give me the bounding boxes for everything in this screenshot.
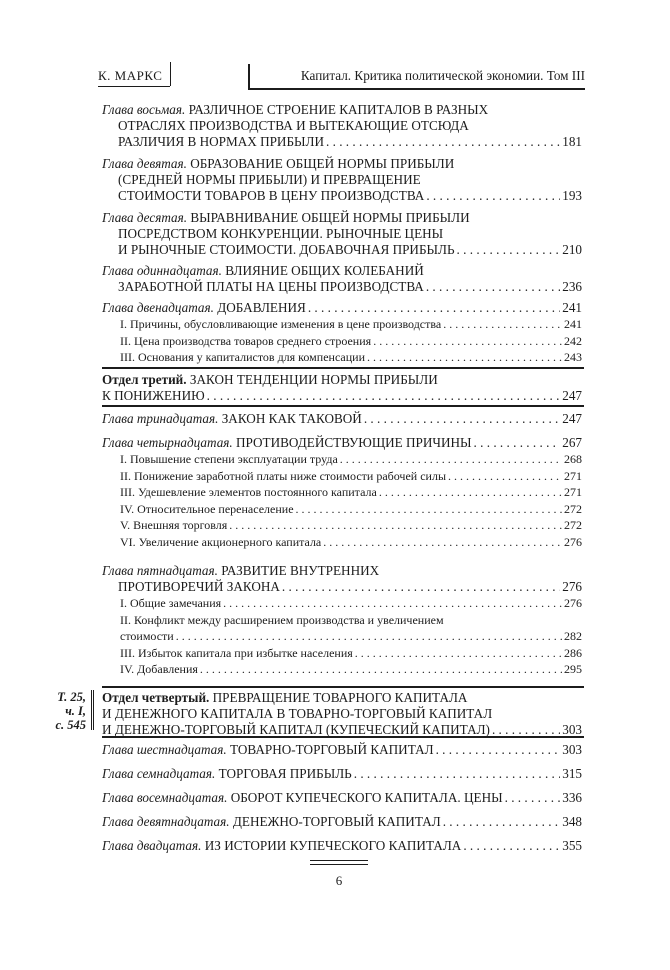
- toc-entry-line: [102, 838, 582, 854]
- margin-bar: [91, 690, 94, 730]
- dot-leader: [379, 484, 562, 500]
- toc-entry-title: ПРОТИВОДЕЙСТВУЮЩИЕ ПРИЧИНЫ: [236, 435, 472, 450]
- page-ref: 336: [562, 790, 582, 805]
- chapter-label: Глава четырнадцатая.: [102, 435, 233, 450]
- page-ref: 348: [562, 814, 582, 829]
- toc-entry-text: [118, 118, 469, 133]
- toc-entry-title: ЗАКОН ТЕНДЕНЦИИ НОРМЫ ПРИБЫЛИ: [189, 372, 438, 387]
- toc-entry-text: [118, 134, 324, 150]
- dot-leader: [200, 661, 562, 677]
- dot-leader: [229, 517, 562, 533]
- toc-entry-text: [118, 188, 424, 204]
- toc-section-text: I. Причины, обусловливающие изменения в цене производства: [120, 317, 442, 331]
- page-ref: 210: [562, 242, 582, 257]
- toc-entry-line: [102, 790, 582, 806]
- dot-leader: [308, 300, 560, 316]
- toc-entry-line: [102, 242, 582, 258]
- dot-leader: [436, 742, 561, 758]
- toc-entry-title: И ДЕНЕЖНО-ТОРГОВЫЙ КАПИТАЛ (КУПЕЧЕСКИЙ КАПИТАЛ): [102, 722, 490, 737]
- toc-section-text: III. Основания у капиталистов для компенсации: [120, 350, 366, 365]
- toc-entry-title: ВЛИЯНИЕ ОБЩИХ КОЛЕБАНИЙ: [225, 263, 424, 278]
- toc-entry-title: ТОВАРНО-ТОРГОВЫЙ КАПИТАЛ: [230, 742, 434, 757]
- toc-entry-line: [102, 263, 582, 279]
- toc-section-text: V. Внешняя торговля: [120, 518, 228, 533]
- toc-entry-line: [102, 814, 582, 830]
- toc-entry-line: [102, 188, 582, 204]
- page-ref: 355: [562, 838, 582, 853]
- page-ref: 315: [562, 766, 582, 781]
- toc-chapter-entry: [102, 742, 582, 758]
- dot-leader: [457, 242, 561, 258]
- margin-reference: [40, 690, 86, 732]
- chapter-label: Глава одиннадцатая.: [102, 263, 222, 278]
- toc-part-entry: [102, 372, 582, 404]
- toc-entry-text: [102, 411, 362, 427]
- dot-leader: [505, 790, 561, 806]
- toc-section-text: II. Цена производства товаров среднего строения: [120, 333, 372, 348]
- page-ref: 272: [564, 501, 582, 516]
- toc-entry-line: [102, 388, 582, 404]
- toc-entry-text: [102, 563, 379, 578]
- toc-section-line: [102, 501, 582, 518]
- toc-section-text: IV. Относительное перенаселение: [120, 501, 294, 516]
- toc-entry-title: РАЗЛИЧНОЕ СТРОЕНИЕ КАПИТАЛОВ В РАЗНЫХ: [188, 102, 489, 117]
- toc-entry-line: [102, 134, 582, 150]
- page-ref: 242: [564, 333, 582, 348]
- toc-entry-line: [102, 706, 582, 722]
- toc-entry-line: [102, 102, 582, 118]
- toc-entry-line: [102, 300, 582, 316]
- toc-chapter-entry: [102, 210, 582, 258]
- toc-section-line: [102, 534, 582, 551]
- toc-entry-title: РАЗЛИЧИЯ В НОРМАХ ПРИБЫЛИ: [118, 134, 324, 149]
- toc-section-line: [102, 517, 582, 534]
- margin-reference-line: с. 545: [55, 718, 86, 732]
- chapter-label: Глава двенадцатая.: [102, 300, 214, 315]
- toc-entry-text: [102, 388, 205, 404]
- toc-section-text: II. Конфликт между расширением производства и увеличением: [120, 612, 444, 627]
- toc-chapter-entry: [102, 263, 582, 295]
- toc-entry-text: [118, 242, 455, 258]
- toc-entry-text: [102, 790, 503, 806]
- toc-entry-line: [102, 156, 582, 172]
- dot-leader: [176, 628, 562, 644]
- toc-entry-title: ЗАРАБОТНОЙ ПЛАТЫ НА ЦЕНЫ ПРОИЗВОДСТВА: [118, 279, 424, 294]
- toc-entry-title: ДЕНЕЖНО-ТОРГОВЫЙ КАПИТАЛ: [232, 814, 441, 829]
- toc-entry-line: [102, 226, 582, 242]
- dot-leader: [463, 838, 560, 854]
- chapter-label: Глава шестнадцатая.: [102, 742, 227, 757]
- toc-entry-title: ПРЕВРАЩЕНИЕ ТОВАРНОГО КАПИТАЛА: [212, 690, 468, 705]
- toc-section-text: III. Удешевление элементов постоянного капитала: [120, 485, 377, 500]
- chapter-label: Глава семнадцатая.: [102, 766, 216, 781]
- toc-chapter-entry: [102, 563, 582, 678]
- chapter-label: Глава десятая.: [102, 210, 188, 225]
- toc-chapter-entry: [102, 838, 582, 854]
- margin-reference-line: Т. 25,: [57, 690, 86, 704]
- dot-leader: [364, 411, 560, 427]
- page-ref: 241: [562, 300, 582, 315]
- page-ref: 267: [562, 435, 582, 450]
- chapter-label: Глава восьмая.: [102, 102, 186, 117]
- toc-entry-text: [118, 279, 424, 295]
- chapter-label: Глава тринадцатая.: [102, 411, 219, 426]
- dot-leader: [340, 451, 562, 467]
- page-ref: 236: [562, 279, 582, 294]
- toc-chapter-entry: [102, 156, 582, 204]
- toc-section-text: VI. Увеличение акционерного капитала: [120, 534, 322, 549]
- page-ref: 181: [562, 134, 582, 149]
- section-divider: [102, 686, 584, 688]
- page-ref: 276: [562, 579, 582, 594]
- toc-entry-text: [118, 172, 421, 187]
- toc-entry-text: [102, 300, 306, 316]
- dot-leader: [426, 188, 560, 204]
- toc-entry-title: ТОРГОВАЯ ПРИБЫЛЬ: [218, 766, 352, 781]
- header-book-title: Капитал. Критика политической экономии. Том III: [300, 68, 585, 83]
- chapter-label: Глава пятнадцатая.: [102, 563, 218, 578]
- toc-section-text: I. Повышение степени эксплуатации труда: [120, 452, 338, 466]
- toc-entry-title: РАЗВИТИЕ ВНУТРЕННИХ: [221, 563, 380, 578]
- toc-chapter-entry: [102, 790, 582, 806]
- toc-entry-title: И РЫНОЧНЫЕ СТОИМОСТИ. ДОБАВОЧНАЯ ПРИБЫЛЬ: [118, 242, 455, 257]
- toc-entry-text: [102, 690, 467, 705]
- dot-leader: [282, 579, 560, 595]
- page-number: 6: [335, 873, 343, 888]
- toc-entry-text: [102, 156, 454, 171]
- toc-section-line: [102, 468, 582, 485]
- dot-leader: [296, 501, 562, 517]
- section-divider: [102, 367, 584, 369]
- header-rule: [98, 86, 170, 87]
- dot-leader: [448, 468, 562, 484]
- toc-chapter-entry: [102, 102, 582, 150]
- part-label: Отдел четвертый.: [102, 690, 210, 705]
- dot-leader: [367, 349, 562, 365]
- dot-leader: [373, 333, 562, 349]
- toc-entry-line: [102, 579, 582, 595]
- section-divider: [102, 736, 584, 738]
- chapter-label: Глава восемнадцатая.: [102, 790, 228, 805]
- toc-section-text: III. Избыток капитала при избытке населения: [120, 645, 353, 660]
- page-ref: 268: [564, 452, 582, 466]
- page-ref: 303: [562, 742, 582, 757]
- toc-section-line: [102, 349, 582, 366]
- page-ref: 193: [562, 188, 582, 203]
- toc-section-line: [102, 628, 582, 645]
- header-rule: [248, 88, 585, 90]
- toc-entry-line: [102, 279, 582, 295]
- toc-entry-line: [102, 411, 582, 427]
- page-ref: 282: [564, 629, 582, 644]
- header-rule: [170, 62, 171, 86]
- page-ref: 295: [564, 662, 582, 677]
- page-ref: 247: [562, 388, 582, 403]
- margin-reference-line: ч. I,: [65, 704, 86, 718]
- dot-leader: [443, 316, 562, 332]
- header-rule: [248, 64, 250, 90]
- toc-entry-title: К ПОНИЖЕНИЮ: [102, 388, 205, 403]
- toc-chapter-entry: [102, 814, 582, 830]
- chapter-label: Глава двадцатая.: [102, 838, 202, 853]
- toc-chapter-entry: [102, 300, 582, 366]
- toc-entry-title: ОТРАСЛЯХ ПРОИЗВОДСТВА И ВЫТЕКАЮЩИЕ ОТСЮДА: [118, 118, 469, 133]
- toc-section-text: стоимости: [120, 629, 174, 644]
- part-label: Отдел третий.: [102, 372, 187, 387]
- toc-entry-line: [102, 210, 582, 226]
- toc-part-entry: [102, 690, 582, 738]
- dot-leader: [355, 645, 562, 661]
- page-ref: 276: [564, 596, 582, 610]
- toc-entry-title: И ДЕНЕЖНОГО КАПИТАЛА В ТОВАРНО-ТОРГОВЫЙ КАПИТАЛ: [102, 706, 493, 721]
- toc-entry-text: [102, 210, 470, 225]
- toc-section-line: [102, 661, 582, 678]
- toc-entry-line: [102, 172, 582, 188]
- toc-entry-title: СТОИМОСТИ ТОВАРОВ В ЦЕНУ ПРОИЗВОДСТВА: [118, 188, 425, 203]
- toc-entry-title: ПРОТИВОРЕЧИЙ ЗАКОНА: [118, 579, 280, 594]
- toc-entry-title: ПОСРЕДСТВОМ КОНКУРЕНЦИИ. РЫНОЧНЫЕ ЦЕНЫ: [118, 226, 444, 241]
- toc-entry-text: [102, 766, 352, 782]
- toc-section-line: [102, 612, 582, 629]
- page-ref: 243: [564, 350, 582, 365]
- running-header: [98, 62, 585, 92]
- toc-section-line: [102, 333, 582, 350]
- toc-entry-text: [102, 263, 424, 278]
- dot-leader: [426, 279, 560, 295]
- toc-entry-text: [102, 435, 472, 451]
- toc-entry-line: [102, 563, 582, 579]
- toc-entry-title: ЗАКОН КАК ТАКОВОЙ: [221, 411, 362, 426]
- toc-chapter-entry: [102, 411, 582, 427]
- toc-entry-text: [102, 742, 434, 758]
- toc-entry-line: [102, 766, 582, 782]
- toc-chapter-entry: [102, 766, 582, 782]
- page-ref: 271: [564, 468, 582, 483]
- toc-section-line: [102, 484, 582, 501]
- toc-section-text: II. Понижение заработной платы ниже стоимости рабочей силы: [120, 468, 447, 483]
- toc-entry-title: ИЗ ИСТОРИИ КУПЕЧЕСКОГО КАПИТАЛА: [204, 838, 462, 853]
- header-author: К. МАРКС: [98, 68, 163, 83]
- dot-leader: [223, 595, 562, 611]
- toc-section-line: [102, 595, 582, 612]
- dot-leader: [354, 766, 560, 782]
- toc-entry-text: [102, 838, 461, 854]
- chapter-label: Глава девятнадцатая.: [102, 814, 230, 829]
- page-ref: 286: [564, 645, 582, 660]
- toc-chapter-entry: [102, 435, 582, 551]
- dot-leader: [207, 388, 561, 404]
- footer-rule: [310, 864, 368, 865]
- toc-entry-title: ДОБАВЛЕНИЯ: [217, 300, 306, 315]
- toc-entry-line: [102, 742, 582, 758]
- toc-entry-text: [102, 372, 438, 387]
- toc-entry-text: [102, 102, 488, 117]
- toc-entry-line: [102, 435, 582, 451]
- toc-entry-title: (СРЕДНЕЙ НОРМЫ ПРИБЫЛИ) И ПРЕВРАЩЕНИЕ: [118, 172, 421, 187]
- page-ref: 272: [564, 518, 582, 533]
- toc-entry-text: [118, 226, 443, 241]
- page-ref: 271: [564, 485, 582, 500]
- toc-entry-text: [102, 814, 441, 830]
- dot-leader: [443, 814, 561, 830]
- page-ref: 276: [564, 534, 582, 549]
- toc-section-line: [102, 451, 582, 468]
- toc-entry-text: [102, 706, 492, 721]
- page-ref: 247: [562, 411, 582, 426]
- toc-entry-line: [102, 372, 582, 388]
- chapter-label: Глава девятая.: [102, 156, 187, 171]
- toc-entry-title: ВЫРАВНИВАНИЕ ОБЩЕЙ НОРМЫ ПРИБЫЛИ: [190, 210, 470, 225]
- page-ref: 241: [564, 317, 582, 331]
- toc-entry-line: [102, 118, 582, 134]
- toc-section-line: [102, 316, 582, 333]
- footer-rule: [310, 860, 368, 861]
- toc-section-text: IV. Добавления: [120, 662, 198, 677]
- section-divider: [102, 405, 584, 407]
- toc-entry-title: ОБОРОТ КУПЕЧЕСКОГО КАПИТАЛА. ЦЕНЫ: [230, 790, 503, 805]
- toc-section-text: I. Общие замечания: [120, 596, 222, 610]
- dot-leader: [474, 435, 561, 451]
- page-ref: 303: [562, 722, 582, 737]
- dot-leader: [326, 134, 560, 150]
- dot-leader: [323, 534, 562, 550]
- toc-section-line: [102, 645, 582, 662]
- toc-entry-line: [102, 690, 582, 706]
- toc-entry-title: ОБРАЗОВАНИЕ ОБЩЕЙ НОРМЫ ПРИБЫЛИ: [190, 156, 455, 171]
- toc-entry-text: [118, 579, 280, 595]
